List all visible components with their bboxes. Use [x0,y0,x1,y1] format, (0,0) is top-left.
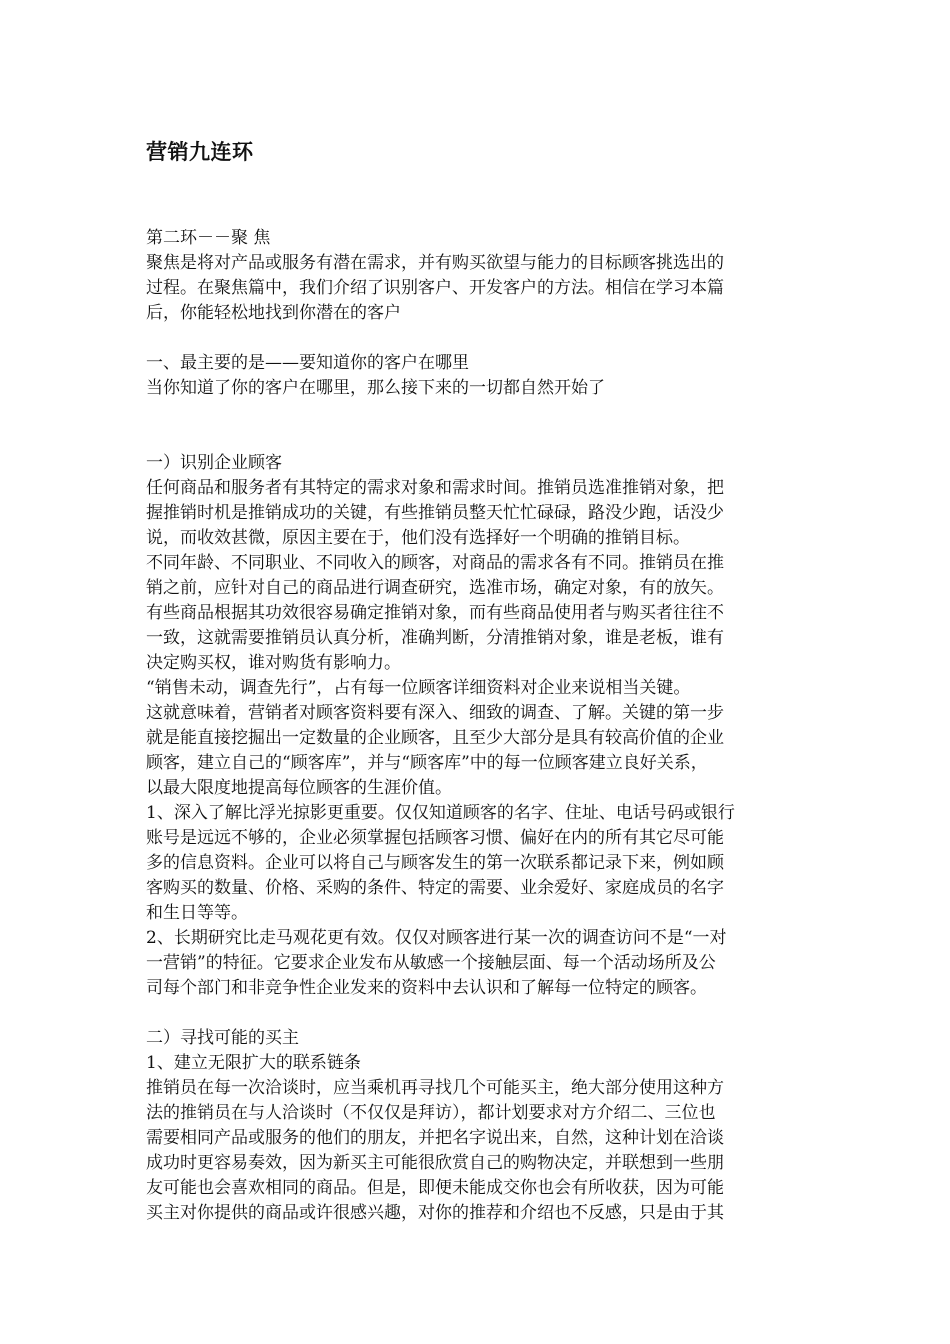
paragraph-line: 后，你能轻松地找到你潜在的客户 [146,303,401,323]
paragraph-line: 聚焦是将对产品或服务有潜在需求，并有购买欲望与能力的目标顾客挑选出的 [146,253,724,273]
paragraph-line: 不同年龄、不同职业、不同收入的顾客，对商品的需求各有不同。推销员在推 [146,553,724,573]
paragraph-line: 成功时更容易奏效，因为新买主可能很欣赏自己的购物决定，并联想到一些朋 [146,1153,724,1173]
subsection-heading: 一）识别企业顾客 [146,453,282,473]
paragraph-line: 客购买的数量、价格、采购的条件、特定的需要、业余爱好、家庭成员的名字 [146,878,724,898]
paragraph-line: 需要相同产品或服务的他们的朋友，并把名字说出来，自然，这种计划在洽谈 [146,1128,724,1148]
paragraph-line: 这就意味着，营销者对顾客资料要有深入、细致的调查、了解。关键的第一步 [146,703,724,723]
paragraph-line: 任何商品和服务者有其特定的需求对象和需求时间。推销员选准推销对象，把 [146,478,724,498]
paragraph-line: 法的推销员在与人洽谈时（不仅仅是拜访），都计划要求对方介绍二、三位也 [146,1103,716,1123]
paragraph-line: 有些商品根据其功效很容易确定推销对象，而有些商品使用者与购买者往往不 [146,603,724,623]
paragraph-line: 买主对你提供的商品或许很感兴趣，对你的推荐和介绍也不反感，只是由于其 [146,1203,724,1223]
paragraph-gap [146,1001,826,1026]
document-title: 营销九连环 [146,140,254,164]
paragraph-line: 销之前，应针对自己的商品进行调查研究，选准市场，确定对象，有的放矢。 [146,578,724,598]
paragraph-line: 2、长期研究比走马观花更有效。仅仅对顾客进行某一次的调查访问不是“一对 [146,928,727,948]
subsection-heading: 一、最主要的是——要知道你的客户在哪里 [146,353,469,373]
paragraph-line: 友可能也会喜欢相同的商品。但是，即便未能成交你也会有所收获，因为可能 [146,1178,724,1198]
paragraph-line: 决定购买权，谁对购货有影响力。 [146,653,401,673]
section-heading: 第二环－－聚 焦 [146,228,271,248]
paragraph-line: 就是能直接挖掘出一定数量的企业顾客，且至少大部分是具有较高价值的企业 [146,728,724,748]
paragraph-gap [146,326,826,351]
paragraph-line: 当你知道了你的客户在哪里，那么接下来的一切都自然开始了 [146,378,605,398]
paragraph-line: 过程。在聚焦篇中，我们介绍了识别客户、开发客户的方法。相信在学习本篇 [146,278,724,298]
paragraph-line: 一致，这就需要推销员认真分析，准确判断，分清推销对象，谁是老板，谁有 [146,628,724,648]
paragraph-line: 1、建立无限扩大的联系链条 [146,1053,361,1073]
document-body [146,226,826,1226]
paragraph-line: 多的信息资料。企业可以将自己与顾客发生的第一次联系都记录下来，例如顾 [146,853,724,873]
subsection-heading: 二）寻找可能的买主 [146,1028,299,1048]
paragraph-line: 司每个部门和非竞争性企业发来的资料中去认识和了解每一位特定的顾客。 [146,978,707,998]
paragraph-line: 和生日等等。 [146,903,248,923]
paragraph-line: 一营销”的特征。它要求企业发布从敏感一个接触层面、每一个活动场所及公 [146,953,716,973]
paragraph-line: 以最大限度地提高每位顾客的生涯价值。 [146,778,452,798]
paragraph-line: 1、深入了解比浮光掠影更重要。仅仅知道顾客的名字、住址、电话号码或银行 [146,803,735,823]
paragraph-line: “销售未动，调查先行”，占有每一位顾客详细资料对企业来说相当关键。 [146,678,691,698]
paragraph-line: 推销员在每一次洽谈时，应当乘机再寻找几个可能买主，绝大部分使用这种方 [146,1078,724,1098]
paragraph-gap [146,401,826,451]
paragraph-line: 账号是远远不够的，企业必须掌握包括顾客习惯、偏好在内的所有其它尽可能 [146,828,724,848]
paragraph-line: 握推销时机是推销成功的关键，有些推销员整天忙忙碌碌，路没少跑，话没少 [146,503,724,523]
paragraph-line: 说，而收效甚微，原因主要在于，他们没有选择好一个明确的推销目标。 [146,528,690,548]
paragraph-line: 顾客，建立自己的“顾客库”，并与“顾客库”中的每一位顾客建立良好关系， [146,753,708,773]
